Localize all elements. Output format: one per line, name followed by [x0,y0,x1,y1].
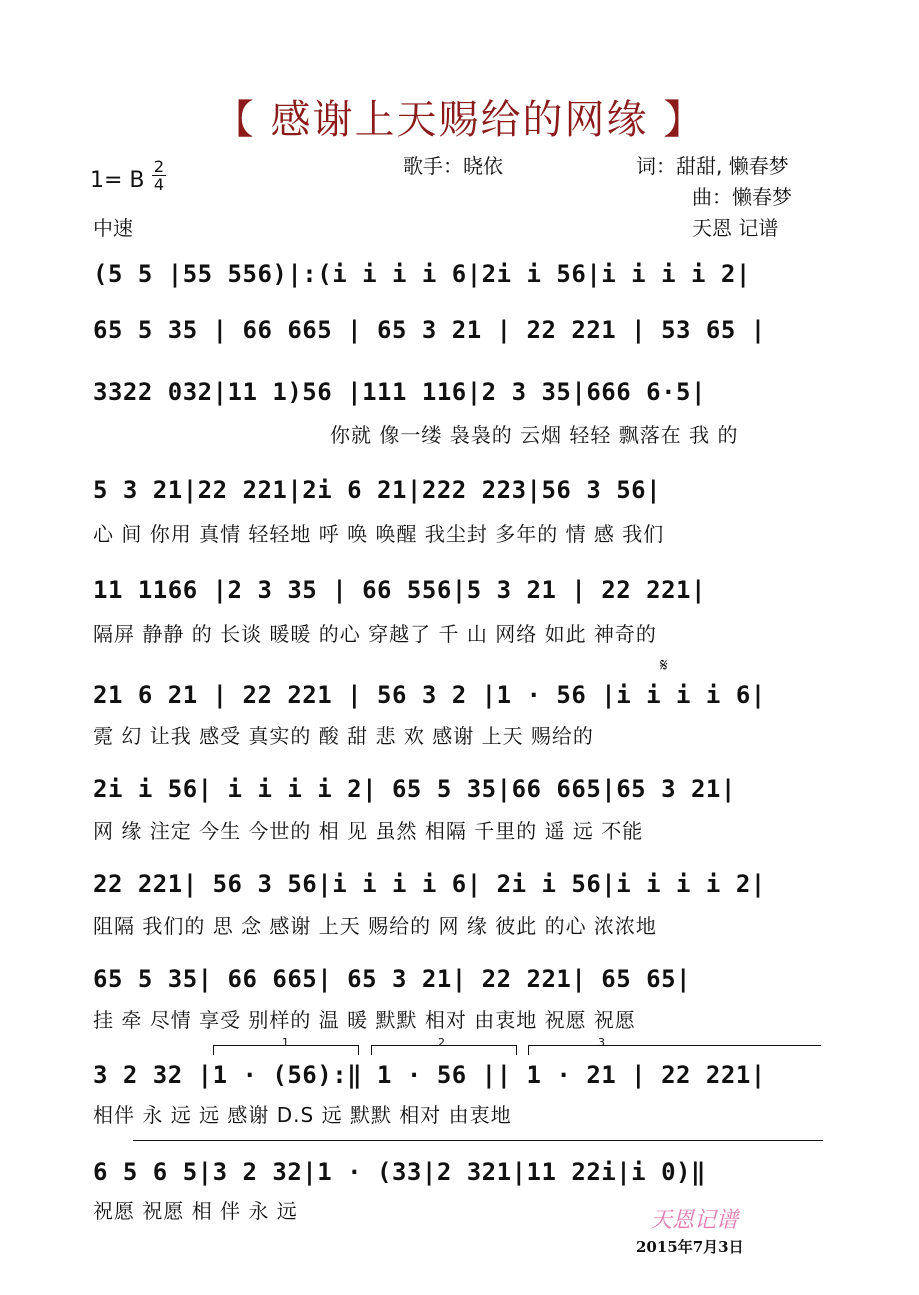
lyric-row: 你就 像一缕 袅袅的 云烟 轻轻 飘落在 我 的 [330,423,739,447]
lyric-row: 阻隔 我们的 思 念 感谢 上天 赐给的 网 缘 彼此 的心 浓浓地 [93,914,657,938]
composer-credit: 曲：懒春梦 [692,185,792,209]
tempo-marking: 中速 [93,216,133,240]
lyricist-credit: 词：甜甜, 懒春梦 [636,154,789,178]
notation-row: 6 5 6 5|3 2 32|1 · (33|2 321|11 22i|i 0)‖ [93,1158,706,1186]
time-top: 2 [153,157,165,176]
date-stamp: 2015年7月3日 [636,1238,744,1256]
notation-row: 3 2 32 |1 · (56):‖ 1 · 56 || 1 · 21 | 22 221| [93,1061,766,1089]
key-signature: 1= B [90,168,145,193]
lyric-row: 心 间 你用 真情 轻轻地 呼 唤 唤醒 我尘封 多年的 情 感 我们 [93,522,665,546]
singer-credit: 歌手：晓依 [403,154,503,178]
volta-bracket-3 [528,1045,821,1046]
lyric-row: 挂 牵 尽情 享受 别样的 温 暖 默默 相对 由衷地 祝愿 祝愿 [93,1008,636,1032]
transcriber-credit: 天恩 记谱 [692,216,779,240]
section-line [133,1140,823,1141]
segno-sign: 𝄋 [660,655,668,676]
notation-row: 65 5 35| 66 665| 65 3 21| 22 221| 65 65| [93,965,691,993]
time-signature [152,158,166,193]
notation-row: 21 6 21 | 22 221 | 56 3 2 |1 · 56 |i i i i 6| [93,681,766,709]
song-title: 【 感谢上天赐给的网缘 】 [213,97,706,143]
lyric-row: 霓 幻 让我 感受 真实的 酸 甜 悲 欢 感谢 上天 赐给的 [93,724,594,748]
notation-row: 65 5 35 | 66 665 | 65 3 21 | 22 221 | 53 65 | [93,316,766,344]
lyric-row: 隔屏 静静 的 长谈 暖暖 的心 穿越了 千 山 网络 如此 神奇的 [93,622,657,646]
volta-number: 3 [598,1036,605,1049]
notation-row: 3322 032|11 1)56 |111 116|2 3 35|666 6·5| [93,378,706,406]
lyric-row: 相伴 永 远 远 感谢 D.S 远 默默 相对 由衷地 [93,1103,512,1127]
lyric-row: 网 缘 注定 今生 今世的 相 见 虽然 相隔 千里的 遥 远 不能 [93,819,644,843]
volta-number: 2 [438,1036,445,1049]
notation-row: 5 3 21|22 221|2i 6 21|222 223|56 3 56| [93,476,662,504]
notation-row: 2i i 56| i i i i 2| 65 5 35|66 665|65 3 21| [93,775,736,803]
time-bottom: 4 [153,175,165,194]
volta-number: 1 [282,1036,289,1049]
notation-row: 22 221| 56 3 56|i i i i 6| 2i i 56|i i i i 2| [93,870,766,898]
transcriber-signature: 天恩记谱 [650,1208,739,1233]
notation-row: 11 1166 |2 3 35 | 66 556|5 3 21 | 22 221| [93,576,706,604]
lyric-row: 祝愿 祝愿 相 伴 永 远 [93,1199,298,1223]
notation-row: (5 5 |55 556)|:(i i i i 6|2i i 56|i i i i 2| [93,260,751,288]
